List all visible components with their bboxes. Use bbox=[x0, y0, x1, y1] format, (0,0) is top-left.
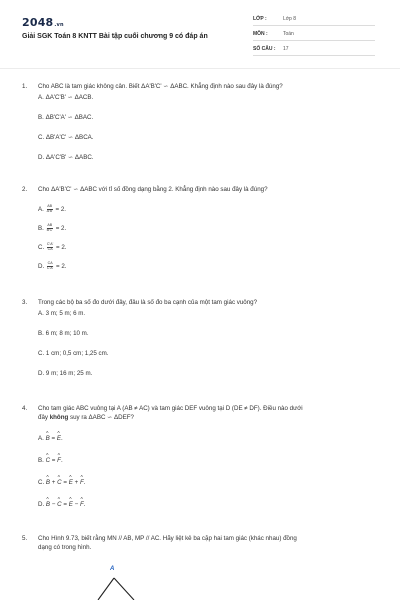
angle-f: ^ F bbox=[57, 457, 61, 464]
angle-c: ^ C bbox=[57, 479, 61, 486]
option-prefix: D. bbox=[38, 262, 45, 270]
angle-b: ^ B bbox=[46, 501, 50, 508]
question-text-line1: Cho tam giác ABC vuông tại A (AB ≠ AC) và tam giác DEF vuông tại D (DE ≠ DF). Điều nào dưới bbox=[38, 405, 303, 412]
angle-b: ^ B bbox=[46, 435, 50, 442]
option-suffix: = 2. bbox=[55, 205, 66, 213]
fraction-denominator: A'B' bbox=[46, 208, 53, 213]
fraction-numerator: CA bbox=[47, 261, 53, 265]
angle-b: ^ B bbox=[46, 479, 50, 486]
q4-option-b[interactable] bbox=[38, 457, 63, 464]
page-header bbox=[0, 0, 400, 66]
meta-subject bbox=[253, 29, 375, 41]
option-suffix: = 2. bbox=[56, 243, 67, 251]
angle-e: ^ E bbox=[57, 435, 61, 442]
fraction bbox=[47, 224, 53, 233]
fraction-numerator: AB bbox=[47, 204, 53, 208]
option-prefix: C. bbox=[38, 243, 45, 251]
q1-option-c[interactable]: C. ΔB'A'C' ∽ ΔBCA. bbox=[38, 134, 94, 141]
angle-c: ^ C bbox=[46, 457, 50, 464]
meta-subject-value: Toán bbox=[283, 31, 294, 37]
q4-option-c[interactable] bbox=[38, 479, 85, 486]
q2-option-d[interactable] bbox=[38, 262, 67, 271]
fraction-numerator: C'A' bbox=[46, 242, 54, 246]
q4-option-a[interactable] bbox=[38, 435, 63, 442]
q1-option-d[interactable]: D. ΔA'C'B' ∽ ΔABC. bbox=[38, 154, 94, 161]
operator: + bbox=[51, 479, 56, 486]
period: . bbox=[60, 435, 63, 442]
q4-option-d[interactable] bbox=[38, 501, 85, 508]
triangle-figure bbox=[90, 566, 160, 600]
question-text-line1: Cho Hình 9.73, biết rằng MN // AB, MP // AC. Hãy liệt kê ba cặp hai tam giác (khác nhau) đồng bbox=[38, 535, 297, 542]
site-logo[interactable] bbox=[22, 16, 64, 29]
fraction-denominator: B'C' bbox=[46, 227, 53, 232]
question-number: 1. bbox=[22, 83, 28, 90]
meta-grade-key: LỚP : bbox=[253, 16, 267, 22]
fraction bbox=[47, 243, 53, 252]
triangle-figure-drawing bbox=[90, 566, 160, 600]
operator: + bbox=[74, 479, 79, 486]
operator: − bbox=[74, 501, 79, 508]
question-number: 2. bbox=[22, 186, 28, 193]
period: . bbox=[60, 457, 63, 464]
logo-suffix-text: .vn bbox=[54, 22, 64, 28]
question-number: 3. bbox=[22, 299, 28, 306]
operator: = bbox=[63, 479, 67, 486]
meta-subject-key: MÔN : bbox=[253, 31, 268, 37]
angle-c: ^ C bbox=[57, 501, 61, 508]
q3-option-c[interactable]: C. 1 cm; 0,5 cm; 1,25 cm. bbox=[38, 350, 109, 357]
angle-e: ^ E bbox=[69, 501, 73, 508]
operator: = bbox=[51, 457, 56, 464]
question-text-line2-post: suy ra ΔABC ∽ ΔDEF? bbox=[68, 414, 134, 421]
question-text bbox=[38, 534, 378, 552]
q2-option-c[interactable] bbox=[38, 243, 67, 252]
operator: = bbox=[63, 501, 67, 508]
operator: = bbox=[51, 435, 56, 442]
question-text-emphasis: không bbox=[49, 414, 69, 421]
question-text: Trong các bộ ba số đo dưới đây, đâu là số đo ba cạnh của một tam giác vuông? bbox=[38, 299, 258, 306]
fraction-denominator: C'A' bbox=[46, 265, 54, 270]
angle-f: ^ F bbox=[80, 479, 84, 486]
meta-question-count bbox=[253, 44, 375, 56]
operator: − bbox=[51, 501, 56, 508]
fraction bbox=[47, 262, 53, 271]
page-title: Giải SGK Toán 8 KNTT Bài tập cuối chương 9 có đáp án bbox=[22, 33, 208, 40]
header-divider bbox=[0, 68, 400, 69]
option-prefix: B. bbox=[38, 224, 44, 232]
question-number: 4. bbox=[22, 405, 28, 412]
q3-option-b[interactable]: B. 6 m; 8 m; 10 m. bbox=[38, 330, 89, 337]
question-text: Cho ΔA'B'C' ∽ ΔABC với tỉ số đồng dạng bằng 2. Khẳng định nào sau đây là đúng? bbox=[38, 186, 268, 193]
q1-option-b[interactable]: B. ΔB'C'A' ∽ ΔBAC. bbox=[38, 114, 94, 121]
period: . bbox=[83, 501, 86, 508]
option-suffix: = 2. bbox=[56, 262, 67, 270]
option-prefix: D. bbox=[38, 501, 45, 508]
option-prefix: A. bbox=[38, 205, 44, 213]
vertex-label-a: A bbox=[110, 566, 115, 572]
fraction bbox=[47, 205, 53, 214]
meta-grade bbox=[253, 14, 375, 26]
fraction-denominator: CA bbox=[47, 246, 53, 251]
q3-option-d[interactable]: D. 9 m; 16 m; 25 m. bbox=[38, 370, 93, 377]
question-number: 5. bbox=[22, 535, 28, 542]
triangle-side-left bbox=[98, 578, 114, 600]
question-text bbox=[38, 404, 378, 422]
option-prefix: B. bbox=[38, 457, 44, 464]
angle-e: ^ E bbox=[69, 479, 73, 486]
meta-grade-value: Lớp 8 bbox=[283, 16, 297, 22]
q2-option-b[interactable] bbox=[38, 224, 66, 233]
triangle-side-right bbox=[114, 578, 134, 600]
option-suffix: = 2. bbox=[55, 224, 67, 232]
logo-main-text: 2048 bbox=[22, 16, 54, 29]
meta-count-value: 17 bbox=[283, 46, 289, 52]
q1-option-a[interactable]: A. ΔA'C'B' ∽ ΔACB. bbox=[38, 94, 94, 101]
q3-option-a[interactable]: A. 3 m; 5 m; 6 m. bbox=[38, 310, 86, 317]
period: . bbox=[83, 479, 86, 486]
q2-option-a[interactable] bbox=[38, 205, 66, 214]
angle-f: ^ F bbox=[80, 501, 84, 508]
option-prefix: C. bbox=[38, 479, 45, 486]
option-prefix: A. bbox=[38, 435, 44, 442]
question-text: Cho ABC là tam giác không cân. Biết ΔA'B'C' ∽ ΔABC. Khẳng định nào sau đây là đúng? bbox=[38, 83, 283, 90]
meta-count-key: SỐ CÂU : bbox=[253, 46, 276, 52]
question-text-line2: dạng có trong hình. bbox=[38, 544, 92, 551]
question-text-line2-pre: đây bbox=[38, 414, 50, 421]
fraction-numerator: AB bbox=[47, 223, 53, 227]
